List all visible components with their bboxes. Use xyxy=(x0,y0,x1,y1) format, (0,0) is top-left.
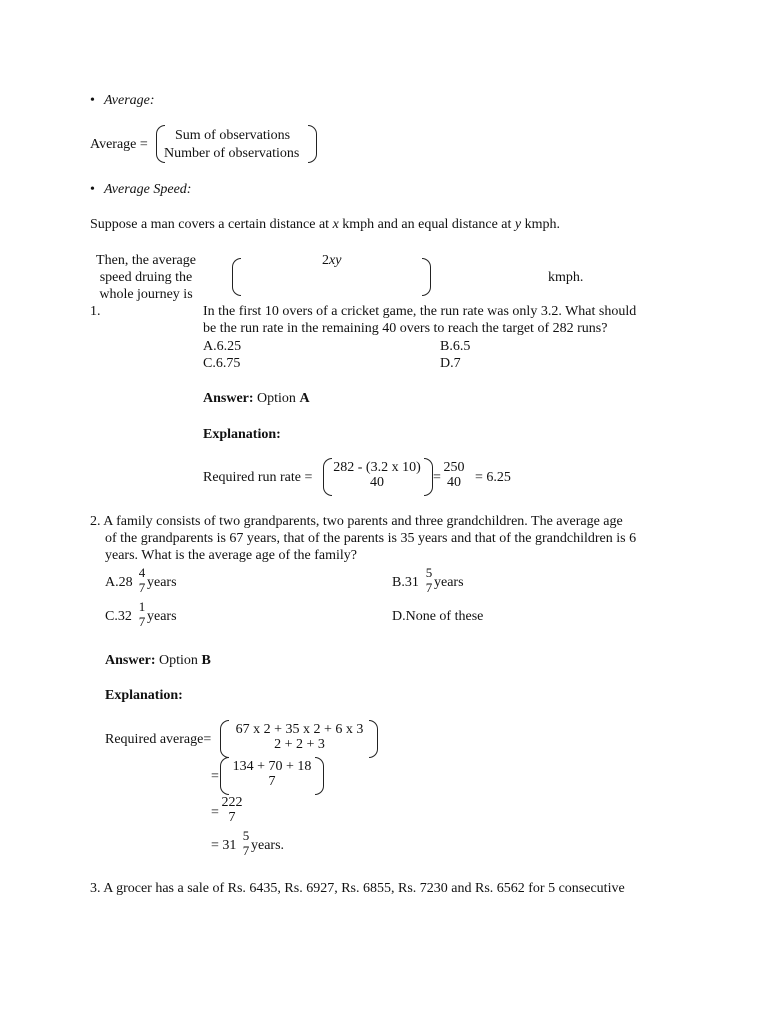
q2-option-a: A.28 xyxy=(105,575,133,590)
average-label: Average = xyxy=(90,137,148,152)
q1-option-d: D.7 xyxy=(440,356,461,371)
q2-fraction-3: 222 7 xyxy=(221,795,243,825)
average-heading: Average: xyxy=(104,93,155,108)
avg-speed-statement: Suppose a man covers a certain distance at x kmph and an equal distance at y kmph. xyxy=(90,217,561,232)
q2-answer: Answer: Option B xyxy=(105,653,211,668)
speed-unit: kmph. xyxy=(548,270,584,285)
q2-option-b-fraction: 5 7 xyxy=(425,565,433,595)
q1-answer: Answer: Option A xyxy=(203,391,310,406)
right-paren xyxy=(315,757,324,795)
q1-fraction: 282 - (3.2 x 10) 40 xyxy=(333,460,421,490)
right-paren xyxy=(308,125,317,163)
q2-explanation-heading: Explanation: xyxy=(105,688,183,703)
equals: = xyxy=(211,805,219,820)
q2-line: of the grandparents is 67 years, that of the parents is 35 years and that of the grandchildren is 6 xyxy=(105,531,637,546)
q2-line: years. What is the average age of the family? xyxy=(105,548,358,563)
q3-line: 3. A grocer has a sale of Rs. 6435, Rs. 6927, Rs. 6855, Rs. 7230 and Rs. 6562 for 5 consecutive xyxy=(90,881,625,896)
q2-option-a-unit: years xyxy=(147,575,177,590)
q2-fraction-2: 134 + 70 + 18 7 xyxy=(232,759,312,789)
q2-line: 2. A family consists of two grandparents, two parents and three grandchildren. The average age xyxy=(90,514,623,529)
q1-line: be the run rate in the remaining 40 overs to reach the target of 282 runs? xyxy=(203,321,608,336)
q1-calc-label: Required run rate = xyxy=(203,470,313,485)
q2-calc-label: Required average= xyxy=(105,732,212,747)
q1-explanation-heading: Explanation: xyxy=(203,427,281,442)
average-numerator: Sum of observations xyxy=(175,128,291,143)
q1-option-a: A.6.25 xyxy=(203,339,242,354)
bullet: • xyxy=(90,93,95,108)
then-text: Then, the average speed druing the whole journey is xyxy=(96,253,196,302)
avg-speed-heading: Average Speed: xyxy=(104,182,192,197)
equals: = xyxy=(211,769,219,784)
right-paren xyxy=(369,720,378,758)
q2-option-c-fraction: 1 7 xyxy=(138,599,146,629)
q1-option-b: B.6.5 xyxy=(440,339,471,354)
bullet: • xyxy=(90,182,95,197)
q2-option-c-unit: years xyxy=(147,609,177,624)
q1-fraction-2: 250 40 xyxy=(443,460,465,490)
q1-option-c: C.6.75 xyxy=(203,356,241,371)
equals: = xyxy=(433,470,441,485)
q2-result-fraction: 5 7 xyxy=(242,828,250,858)
q1-line: In the first 10 overs of a cricket game, the run rate was only 3.2. What should xyxy=(203,304,637,319)
left-paren xyxy=(232,258,241,296)
q2-result-prefix: = 31 xyxy=(211,838,237,853)
right-paren xyxy=(424,458,433,496)
q2-option-b-unit: years xyxy=(434,575,464,590)
q1-result: = 6.25 xyxy=(475,470,511,485)
average-denominator: Number of observations xyxy=(164,146,300,161)
q2-option-b: B.31 xyxy=(392,575,419,590)
speed-numerator: 2xy xyxy=(322,253,342,268)
q2-option-d: D.None of these xyxy=(392,609,484,624)
q2-result-unit: years. xyxy=(251,838,285,853)
q2-option-c: C.32 xyxy=(105,609,132,624)
q1-number: 1. xyxy=(90,304,101,319)
q2-option-a-fraction: 4 7 xyxy=(138,565,146,595)
right-paren xyxy=(422,258,431,296)
q2-fraction-1: 67 x 2 + 35 x 2 + 6 x 3 2 + 2 + 3 xyxy=(235,722,364,752)
